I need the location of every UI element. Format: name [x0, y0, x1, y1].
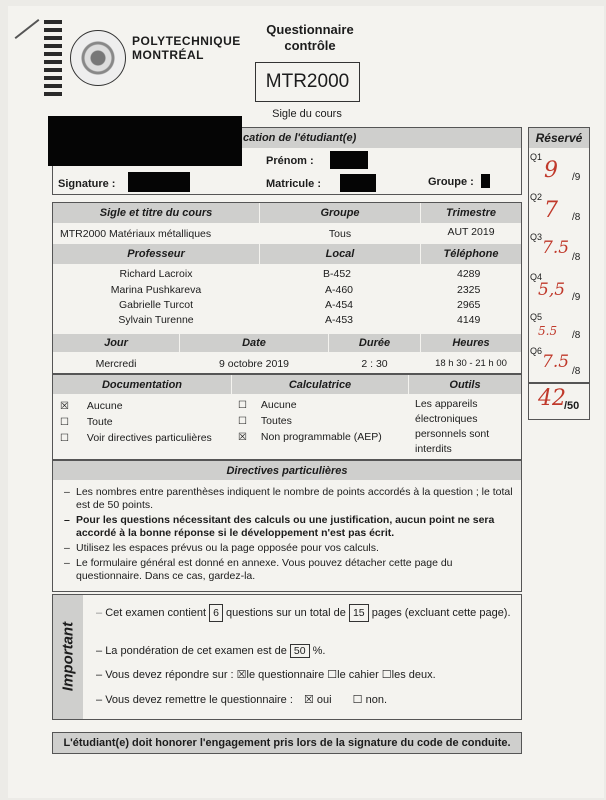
- checkbox-checked-icon: ☒: [236, 669, 247, 681]
- directive-item: – Les nombres entre parenthèses indiquent le nombre de points accordés à la question ; le total est de 50 points.: [62, 486, 514, 512]
- footer-code-of-conduct: L'étudiant(e) doit honorer l'engagement pris lors de la signature du code de conduite.: [52, 732, 522, 754]
- doc-option-see-directives: ☐ Voir directives particulières: [60, 432, 212, 444]
- directives-list: [62, 486, 514, 585]
- calc-option-none: ☐ Aucune: [238, 399, 297, 411]
- duration-header: Durée: [329, 334, 420, 352]
- reserve-item: Q1 9 /9: [530, 152, 581, 183]
- duration-value: 2 : 30: [361, 358, 388, 370]
- day-header: Jour: [53, 334, 179, 352]
- matricule-label: Matricule :: [266, 178, 322, 190]
- phone-header: Téléphone: [421, 244, 521, 264]
- directives-header: Directives particulières: [53, 461, 521, 480]
- course-code-box: MTR2000: [255, 62, 360, 102]
- pen-mark: [15, 19, 40, 39]
- checkbox-empty-icon: ☐: [238, 400, 247, 411]
- university-name: POLYTECHNIQUE MONTRÉAL: [132, 34, 241, 62]
- prenom-label: Prénom :: [266, 155, 314, 167]
- important-line-questions: – Cet examen contient 6 questions sur un total de 15 pages (excluant cette page).: [96, 604, 516, 622]
- checkbox-checked-icon: ☒: [60, 401, 69, 412]
- dash-glyph: –: [96, 645, 103, 657]
- hours-header: Heures: [421, 334, 521, 352]
- score-q2: 7: [544, 198, 558, 223]
- score-q3: 7.5: [542, 238, 570, 258]
- reserve-item: Q5 5.5 /8: [530, 312, 581, 341]
- redaction-bar: [330, 151, 368, 169]
- course-term-value: AUT 2019: [447, 226, 495, 238]
- checkbox-empty-icon: ☐: [60, 417, 69, 428]
- doc-option-all: ☐ Toute: [60, 416, 113, 428]
- directive-item: – Le formulaire général est donné en annexe. Vous pouvez détacher cette page du questionnaire. Dans ce cas, gardez-la.: [62, 557, 514, 583]
- reserve-title: Réservé: [529, 128, 589, 148]
- date-header: Date: [180, 334, 328, 352]
- professor-header: Professeur: [53, 244, 259, 264]
- total-score: 42: [538, 386, 566, 411]
- score-q1: 9: [544, 158, 558, 183]
- calc-option-all: ☐ Toutes: [238, 415, 292, 427]
- redaction-bar: [48, 116, 242, 166]
- directive-item: – Pour les questions nécessitant des calculs ou une justification, aucun point ne sera accordé à la bonne réponse si le développement n'est pas écrit.: [62, 514, 514, 540]
- doc-option-none: ☒ Aucune: [60, 400, 123, 412]
- reserve-item: Q4 5,5 /9: [530, 272, 581, 303]
- course-title-header: Sigle et titre du cours: [53, 203, 259, 223]
- important-line-return: – Vous devez remettre le questionnaire : ☒ oui ☐ non.: [96, 694, 388, 706]
- redaction-bar: [340, 174, 376, 192]
- tools-header: Outils: [409, 375, 521, 394]
- important-label: Important: [59, 621, 77, 692]
- directive-item: – Utilisez les espaces prévus ou la page opposée pour vos calculs.: [62, 542, 514, 555]
- course-group-header: Groupe: [260, 203, 420, 223]
- hours-value: 18 h 30 - 21 h 00: [435, 358, 507, 369]
- checkbox-empty-icon: ☐: [60, 433, 69, 444]
- score-q6: 7.5: [542, 352, 570, 372]
- day-value: Mercredi: [95, 358, 137, 370]
- checkbox-empty-icon: ☐: [327, 669, 338, 681]
- documentation-header: Documentation: [53, 375, 231, 394]
- course-group-value: Tous: [328, 228, 352, 240]
- reserve-item: Q3 7.5 /8: [530, 232, 581, 263]
- reserve-item: Q2 7 /8: [530, 192, 581, 223]
- checkbox-checked-icon: ☒: [303, 694, 314, 706]
- checkbox-empty-icon: ☐: [238, 416, 247, 427]
- question-count-box: 6: [209, 604, 223, 622]
- checkbox-empty-icon: ☐: [381, 669, 392, 681]
- course-term-header: Trimestre: [421, 203, 521, 223]
- date-value: 9 octobre 2019: [218, 358, 290, 370]
- checkbox-empty-icon: ☐: [352, 694, 363, 706]
- university-crest-icon: [70, 30, 126, 86]
- score-q4: 5,5: [538, 280, 566, 300]
- important-line-weight: – La pondération de cet examen est de 50 %.: [96, 645, 326, 657]
- dash-glyph: –: [96, 669, 103, 681]
- tools-text: Les appareils électroniques personnels sont interdits: [415, 398, 490, 455]
- course-code-label: Sigle du cours: [272, 108, 342, 120]
- dash-glyph: –: [96, 607, 103, 619]
- signature-label: Signature :: [58, 178, 116, 190]
- document-title: Questionnaire contrôle: [266, 22, 354, 53]
- dash-glyph: –: [96, 694, 103, 706]
- student-id-header: cation de l'étudiant(e): [243, 132, 357, 144]
- reserve-item: Q6 7.5 /8: [530, 346, 581, 377]
- logo-stripes: [44, 20, 62, 96]
- redaction-bar: [481, 174, 490, 188]
- weight-box: 50: [290, 644, 310, 658]
- calculator-header: Calculatrice: [232, 375, 408, 394]
- room-header: Local: [260, 244, 420, 264]
- score-q5: 5.5: [538, 324, 558, 338]
- course-title-value: MTR2000 Matériaux métalliques: [60, 228, 212, 240]
- page-count-box: 15: [349, 604, 369, 622]
- checkbox-checked-icon: ☒: [238, 432, 247, 443]
- groupe-label: Groupe :: [428, 176, 474, 188]
- redaction-bar: [128, 172, 190, 192]
- exam-cover-page: POLYTECHNIQUE MONTRÉAL Questionnaire contrôle MTR2000 Sigle du cours cation de l'étudiant(e) Prénom : Signature : Matricule : Groupe : Réservé Q1 9 /9 Q2 7 /8 Q3 7.5 /8 Q4 5,5 /9 Q5 5.5 /8 Q6 7.5 /8 42 /50 Sigle et titre du cours Groupe Trimestre MTR2000 Matériaux métalliques Tous AUT 2019 Professeur Local Téléphone Richard Lacroix B-452 4289 Marina Pushkareva A-460 2325 Gabrielle Turcot A-454 2965 Sylvain Turenne A-453 4149 Jour Date Durée Heures Mercredi 9 octobre 2019 2 : 30 18 h 30 - 21 h 00 Documentation Calculatrice Outils ☒ Aucune ☐ Toute ☐ Voir directives particulières ☐ Aucune ☐ Toutes ☒ Non programmable (AEP) Les appareils électroniques personnels sont interdits Directives particulières – Les nombres entre parenthèses indiquent le nombre de points accordés à la question ; le total est de 50 points. – Pour les questions nécessitant des calculs ou une justification, aucun point ne sera accordé à la bonne réponse si le développement n'est pas écrit. – Utilisez les espaces prévus ou la page opposée pour vos calculs. – Le formulaire général est donné en annexe. Vous pouvez détacher cette page du questionnaire. Dans ce cas, gardez-la. Important – Cet examen contient 6 questions sur un total de 15 pages (excluant cette page). – La pondération de cet examen est de 50 %. – Vous devez répondre sur : ☒le questionnaire ☐le cahier ☐les deux. – Vous devez remettre le questionnaire : ☒ oui ☐ non. L'étudiant(e) doit honorer l'engagement pris lors de la signature du code de conduite.: [0, 0, 606, 800]
- important-line-answer-on: – Vous devez répondre sur : ☒le questionnaire ☐le cahier ☐les deux.: [96, 669, 436, 681]
- calc-option-non-programmable: ☒ Non programmable (AEP): [238, 431, 382, 443]
- reserve-total-divider: [528, 382, 590, 384]
